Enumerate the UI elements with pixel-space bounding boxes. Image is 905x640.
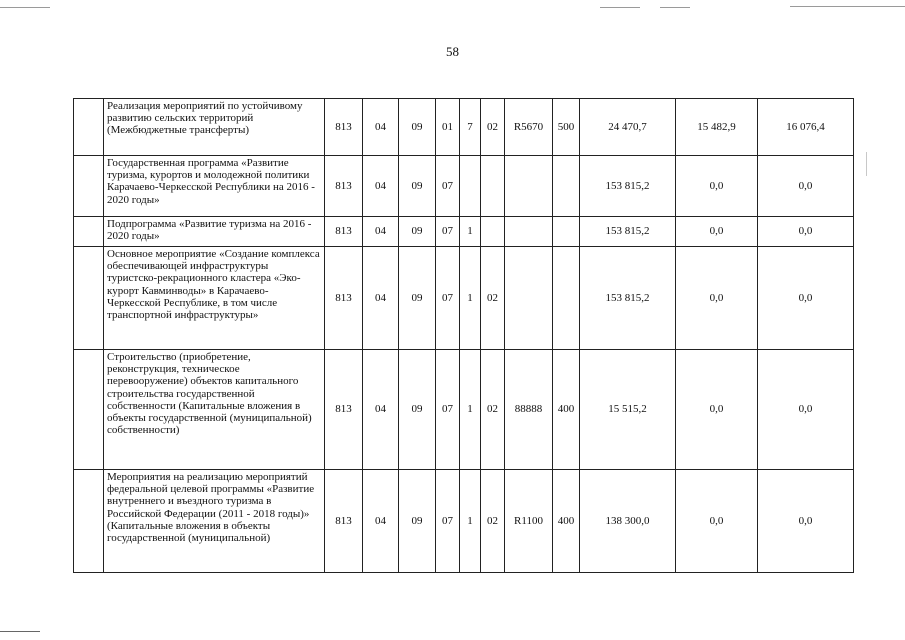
expense-type-code (553, 247, 580, 350)
table-row (74, 470, 854, 573)
row-name: Мероприятия на реализацию мероприятий федеральной целевой программы «Развитие внутреннего и въездного туризма в Российской Федерации (2011 - 2018 годы)» (Капитальные вложения в объекты государственной (муниципальной) (104, 470, 325, 573)
blank-cell (74, 217, 104, 247)
amount-year-3: 16 076,4 (758, 99, 854, 156)
direction-code (505, 247, 553, 350)
ved-code: 813 (325, 470, 363, 573)
amount-year-1: 153 815,2 (580, 247, 676, 350)
main-activity-code: 02 (481, 99, 505, 156)
page-number: 58 (446, 44, 459, 59)
amount-year-3: 0,0 (758, 470, 854, 573)
expense-type-code: 400 (553, 350, 580, 470)
subprogram-code: 1 (460, 350, 481, 470)
subprogram-code: 1 (460, 470, 481, 573)
main-activity-code (481, 217, 505, 247)
amount-year-2: 0,0 (676, 217, 758, 247)
ved-code: 813 (325, 156, 363, 217)
amount-year-2: 0,0 (676, 247, 758, 350)
row-name: Государственная программа «Развитие туризма, курортов и молодежной политики Карачаево-Черкесской Республики на 2016 - 2020 годы» (104, 156, 325, 217)
amount-year-2: 0,0 (676, 470, 758, 573)
scan-edge-line (790, 6, 905, 7)
blank-cell (74, 99, 104, 156)
subsection-code: 09 (399, 350, 436, 470)
main-activity-code: 02 (481, 247, 505, 350)
subprogram-code: 7 (460, 99, 481, 156)
amount-year-2: 0,0 (676, 350, 758, 470)
subsection-code: 09 (399, 247, 436, 350)
direction-code: R5670 (505, 99, 553, 156)
main-activity-code (481, 156, 505, 217)
section-code: 04 (363, 156, 399, 217)
ved-code: 813 (325, 99, 363, 156)
amount-year-3: 0,0 (758, 217, 854, 247)
scan-noise (866, 152, 867, 176)
row-name: Строительство (приобретение, реконструкция, техническое перевооружение) объектов капитального строительства государственной собственности (Капитальные вложения в объекты государственной (муниципальной) собственности) (104, 350, 325, 470)
expense-type-code: 400 (553, 470, 580, 573)
blank-cell (74, 470, 104, 573)
main-activity-code: 02 (481, 470, 505, 573)
expense-type-code (553, 217, 580, 247)
scan-edge-line (660, 7, 690, 8)
amount-year-1: 153 815,2 (580, 156, 676, 217)
scan-edge-line (0, 7, 50, 8)
program-code: 07 (436, 470, 460, 573)
blank-cell (74, 247, 104, 350)
table-row (74, 247, 854, 350)
row-name: Подпрограмма «Развитие туризма на 2016 - 2020 годы» (104, 217, 325, 247)
program-code: 07 (436, 156, 460, 217)
scan-edge-line (0, 631, 40, 632)
subprogram-code (460, 156, 481, 217)
subprogram-code: 1 (460, 217, 481, 247)
table-row (74, 350, 854, 470)
table-row (74, 156, 854, 217)
amount-year-1: 138 300,0 (580, 470, 676, 573)
blank-cell (74, 350, 104, 470)
ved-code: 813 (325, 350, 363, 470)
table-row (74, 99, 854, 156)
ved-code: 813 (325, 247, 363, 350)
table-row (74, 217, 854, 247)
section-code: 04 (363, 99, 399, 156)
section-code: 04 (363, 217, 399, 247)
ved-code: 813 (325, 217, 363, 247)
program-code: 01 (436, 99, 460, 156)
subprogram-code: 1 (460, 247, 481, 350)
amount-year-2: 0,0 (676, 156, 758, 217)
direction-code: 88888 (505, 350, 553, 470)
direction-code (505, 156, 553, 217)
subsection-code: 09 (399, 470, 436, 573)
amount-year-3: 0,0 (758, 156, 854, 217)
section-code: 04 (363, 247, 399, 350)
blank-cell (74, 156, 104, 217)
direction-code (505, 217, 553, 247)
amount-year-1: 15 515,2 (580, 350, 676, 470)
section-code: 04 (363, 350, 399, 470)
program-code: 07 (436, 217, 460, 247)
amount-year-2: 15 482,9 (676, 99, 758, 156)
amount-year-1: 24 470,7 (580, 99, 676, 156)
expense-type-code: 500 (553, 99, 580, 156)
expense-type-code (553, 156, 580, 217)
row-name: Основное мероприятие «Создание комплекса обеспечивающей инфраструктуры туристско-рекрационного кластера «Эко-курорт Кавминводы» в Карачаево-Черкесской Республике, в том числе транспортной инфраструктуры» (104, 247, 325, 350)
main-activity-code: 02 (481, 350, 505, 470)
program-code: 07 (436, 350, 460, 470)
budget-table (73, 98, 854, 573)
direction-code: R1100 (505, 470, 553, 573)
amount-year-3: 0,0 (758, 247, 854, 350)
subsection-code: 09 (399, 156, 436, 217)
program-code: 07 (436, 247, 460, 350)
amount-year-3: 0,0 (758, 350, 854, 470)
amount-year-1: 153 815,2 (580, 217, 676, 247)
subsection-code: 09 (399, 217, 436, 247)
subsection-code: 09 (399, 99, 436, 156)
section-code: 04 (363, 470, 399, 573)
scan-edge-line (600, 7, 640, 8)
row-name: Реализация мероприятий по устойчивому развитию сельских территорий (Межбюджетные трансферты) (104, 99, 325, 156)
